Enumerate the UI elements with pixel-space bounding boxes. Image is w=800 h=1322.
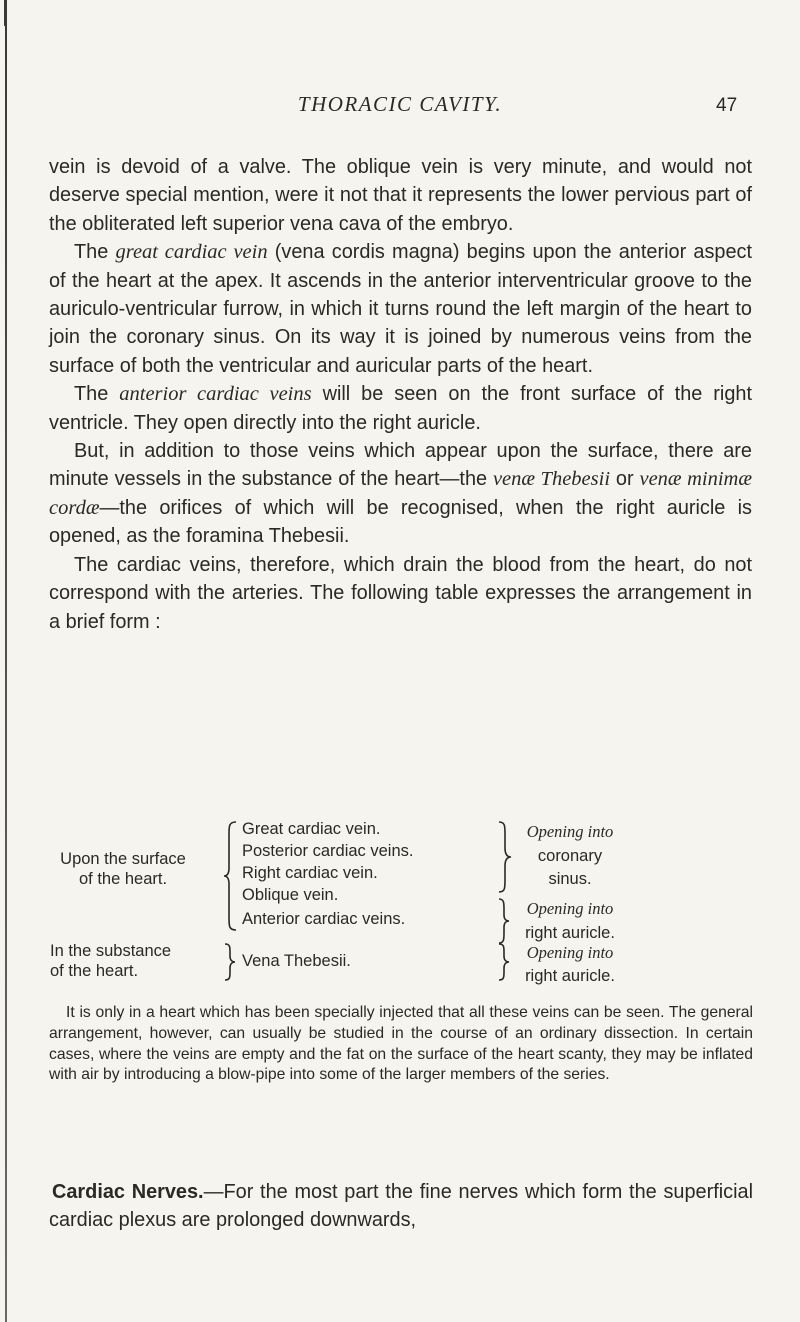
paragraph-5: The cardiac veins, therefore, which drain the blood from the heart, do not correspond with the arteries. The following table expresses the arrangement in a brief form : xyxy=(49,553,752,633)
right-brace-anterior xyxy=(496,897,514,945)
small-print-note xyxy=(49,1003,753,1086)
vein-great-cardiac: Great cardiac vein. xyxy=(242,820,381,838)
vein-right-cardiac: Right cardiac vein. xyxy=(242,864,378,882)
paragraph-3: The anterior cardiac veins will be seen on the front surface of the right ventricle. They open directly into the right auricle. xyxy=(49,383,752,434)
vein-oblique: Oblique vein. xyxy=(242,886,339,904)
vein-thebesii: Vena Thebesii. xyxy=(242,952,351,970)
paragraph-2: The great cardiac vein (vena cordis magna) begins upon the anterior aspect of the heart at the apex. It ascends in the anterior interventricular groove to the auriculo-ventricular furrow, in which it turns round the left margin of the heart to join the coronary sinus. On its way it is joined by numerous veins from the surface of both the ventricular and auricular parts of the heart. xyxy=(49,241,752,377)
page-edge-mark xyxy=(4,0,7,26)
opening-coronary-line3: sinus. xyxy=(548,870,592,888)
group2-label-line1: In the substance xyxy=(50,942,172,960)
body-text xyxy=(49,153,752,636)
final-paragraph xyxy=(49,1178,753,1235)
opening-coronary-line2: coronary xyxy=(537,847,603,865)
running-title: THORACIC CAVITY. xyxy=(297,92,503,116)
group1-label-line2: of the heart. xyxy=(78,870,168,888)
paragraph-1: vein is devoid of a valve. The oblique vein is very minute, and would not deserve special mention, were it not that it represents the lower pervious part of the obliterated left superior vena cava of the embryo. xyxy=(49,156,752,235)
opening-right-auricle-2-line2: right auricle. xyxy=(525,967,615,985)
term-venae-minimae: venæ minimæ cordæ xyxy=(49,468,752,519)
left-brace-surface xyxy=(223,820,241,932)
section-heading-cardiac-nerves: Cardiac Nerves. xyxy=(52,1181,204,1203)
vein-posterior-cardiac: Posterior cardiac veins. xyxy=(242,842,414,860)
group2-label-line2: of the heart. xyxy=(50,962,139,980)
opening-right-auricle-1-line2: right auricle. xyxy=(525,924,615,942)
opening-coronary-line1: Opening into xyxy=(526,822,614,841)
right-brace-thebesii xyxy=(496,942,514,982)
opening-right-auricle-1-line1: Opening into xyxy=(526,899,614,918)
note-text: It is only in a heart which has been specially injected that all these veins can be seen. The general arrangement, however, can usually be studied in the course of an ordinary dissection. In certain cases, where the veins are empty and the fat on the surface of the heart scanty, they may be inflated with air by introducing a blow-pipe into some of the larger members of the series. xyxy=(49,1004,753,1084)
term-anterior-cardiac-veins: anterior cardiac veins xyxy=(119,383,312,406)
opening-right-auricle-2-line1: Opening into xyxy=(526,943,614,962)
group1-label-line1: Upon the surface xyxy=(60,850,186,868)
left-brace-substance xyxy=(222,942,240,982)
paragraph-4: But, in addition to those veins which appear upon the surface, there are minute vessels in the substance of the heart—the venæ Thebesii or venæ minimæ cordæ—the orifices of which will be recognised, when the right auricle is opened, as the foramina Thebesii. xyxy=(49,440,752,548)
page-header xyxy=(0,92,800,132)
final-text: —For the most part the fine nerves which form the superficial cardiac plexus are prolonged downwards, xyxy=(49,1181,753,1232)
term-venae-thebesii: venæ Thebesii xyxy=(492,468,611,491)
page-number: 47 xyxy=(716,95,738,116)
vein-anterior-cardiac: Anterior cardiac veins. xyxy=(242,910,406,928)
right-brace-coronary xyxy=(496,820,514,894)
page-edge-line xyxy=(5,0,7,1322)
term-great-cardiac-vein: great cardiac vein xyxy=(115,241,268,264)
